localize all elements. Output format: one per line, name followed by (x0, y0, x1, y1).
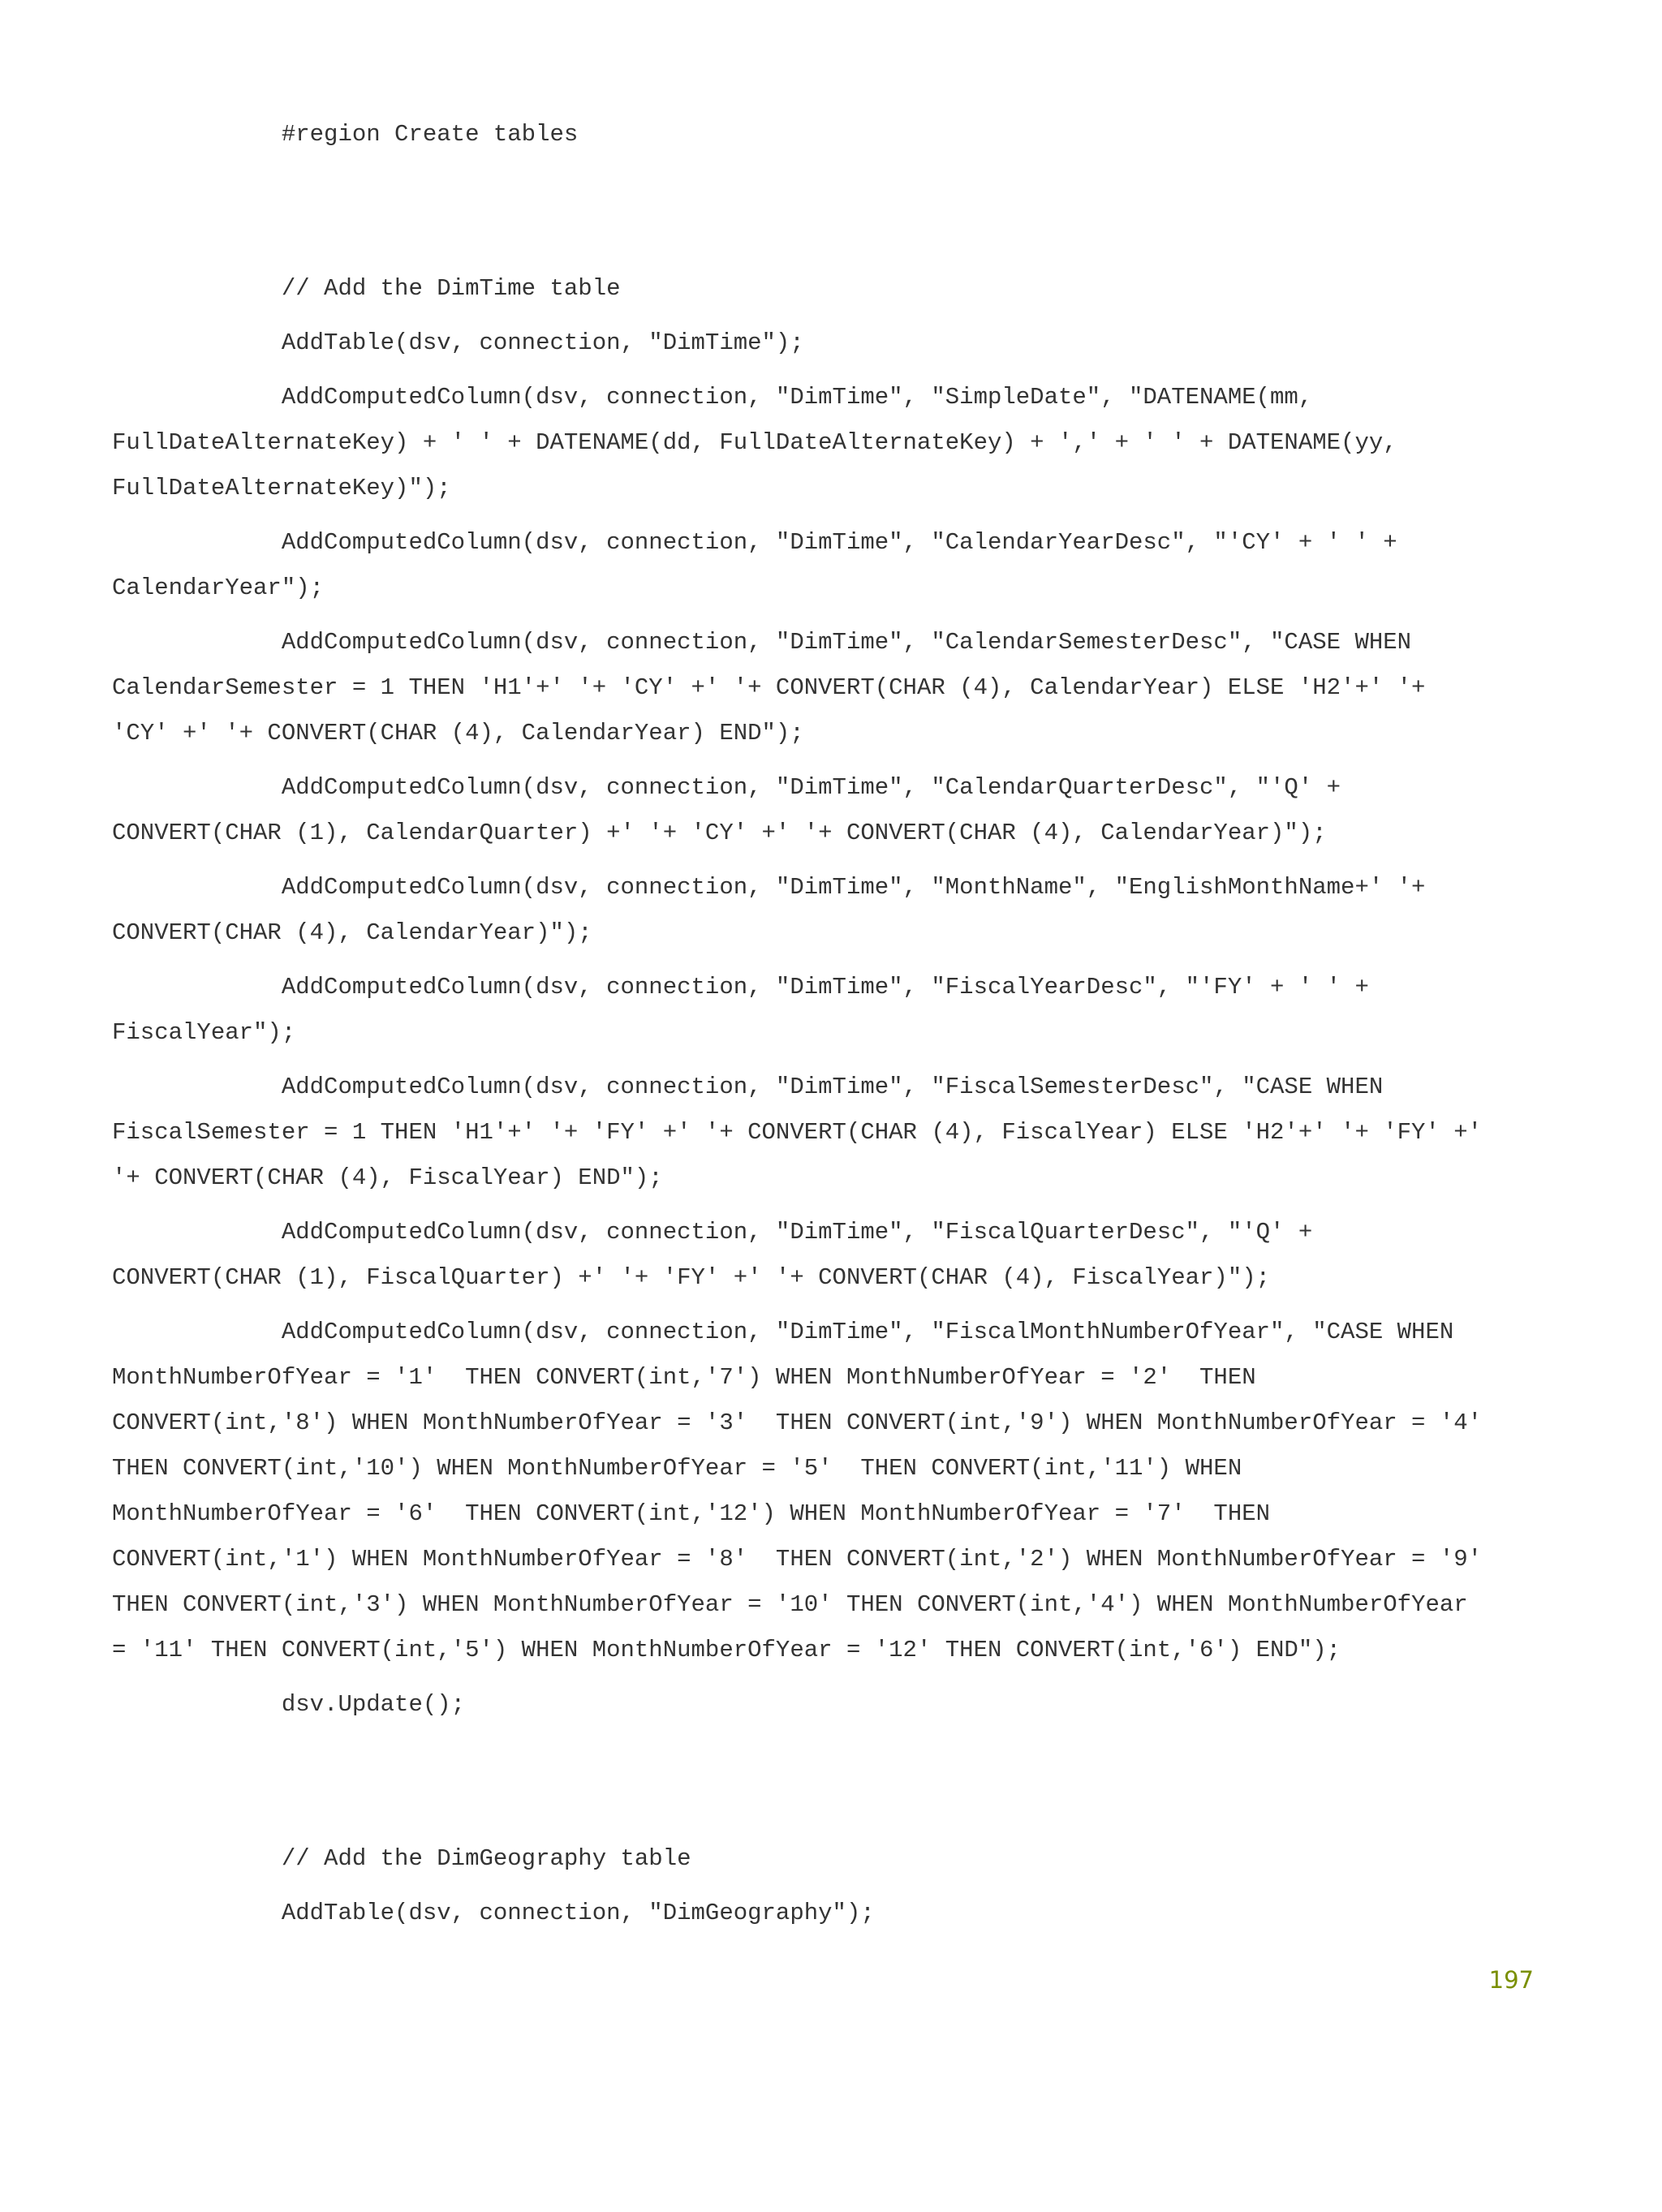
code-line: = '11' THEN CONVERT(int,'5') WHEN MonthNumberOfYear = '12' THEN CONVERT(int,'6') END"); (112, 1637, 1341, 1663)
paragraph-gap (112, 756, 1540, 765)
code-line: // Add the DimTime table (112, 275, 621, 302)
code-line: CONVERT(int,'1') WHEN MonthNumberOfYear = '8' THEN CONVERT(int,'2') WHEN MonthNumberOfYear = '9' (112, 1546, 1483, 1573)
code-line: #region Create tables (112, 121, 579, 148)
paragraph-gap (112, 511, 1540, 520)
code-line: AddComputedColumn(dsv, connection, "DimTime", "FiscalQuarterDesc", "'Q' + (112, 1219, 1313, 1246)
paragraph-gap (112, 611, 1540, 620)
paragraph-gap (112, 856, 1540, 865)
code-line: CONVERT(CHAR (4), CalendarYear)"); (112, 919, 592, 946)
blank-spacer (112, 1728, 1540, 1836)
code-line: CalendarYear"); (112, 575, 325, 601)
code-line: dsv.Update(); (112, 1691, 466, 1718)
code-line: AddComputedColumn(dsv, connection, "DimTime", "CalendarQuarterDesc", "'Q' + (112, 774, 1341, 801)
code-line: THEN CONVERT(int,'10') WHEN MonthNumberOfYear = '5' THEN CONVERT(int,'11') WHEN (112, 1455, 1242, 1482)
code-line: FiscalSemester = 1 THEN 'H1'+' '+ 'FY' +' '+ CONVERT(CHAR (4), FiscalYear) ELSE 'H2'+' '+ 'FY' +' (112, 1119, 1483, 1146)
code-line: CONVERT(int,'8') WHEN MonthNumberOfYear = '3' THEN CONVERT(int,'9') WHEN MonthNumberOfYear = '4' (112, 1409, 1483, 1436)
code-line: AddTable(dsv, connection, "DimTime"); (112, 329, 804, 356)
code-line: FiscalYear"); (112, 1019, 296, 1046)
code-line: MonthNumberOfYear = '1' THEN CONVERT(int,'7') WHEN MonthNumberOfYear = '2' THEN (112, 1364, 1256, 1391)
blank-spacer (112, 157, 1540, 266)
paragraph-gap (112, 1201, 1540, 1210)
code-line: AddComputedColumn(dsv, connection, "DimTime", "FiscalMonthNumberOfYear", "CASE WHEN (112, 1319, 1454, 1345)
paragraph-gap (112, 956, 1540, 965)
code-line: AddComputedColumn(dsv, connection, "DimTime", "FiscalSemesterDesc", "CASE WHEN (112, 1074, 1384, 1100)
code-line: CalendarSemester = 1 THEN 'H1'+' '+ 'CY' +' '+ CONVERT(CHAR (4), CalendarYear) ELSE 'H2'+' '+ (112, 674, 1426, 701)
code-line: AddComputedColumn(dsv, connection, "DimTime", "CalendarSemesterDesc", "CASE WHEN (112, 629, 1412, 656)
paragraph-gap (112, 1673, 1540, 1682)
page-number: 197 (1488, 1966, 1534, 1994)
code-line: AddComputedColumn(dsv, connection, "DimTime", "SimpleDate", "DATENAME(mm, (112, 384, 1313, 411)
code-line: // Add the DimGeography table (112, 1845, 691, 1872)
code-line: THEN CONVERT(int,'3') WHEN MonthNumberOfYear = '10' THEN CONVERT(int,'4') WHEN MonthNumberOfYear (112, 1591, 1468, 1618)
paragraph-gap (112, 1882, 1540, 1891)
code-line: FullDateAlternateKey)"); (112, 475, 451, 501)
paragraph-gap (112, 366, 1540, 375)
code-line: AddComputedColumn(dsv, connection, "DimTime", "FiscalYearDesc", "'FY' + ' ' + (112, 974, 1369, 1001)
code-line: MonthNumberOfYear = '6' THEN CONVERT(int,'12') WHEN MonthNumberOfYear = '7' THEN (112, 1500, 1271, 1527)
code-line: AddComputedColumn(dsv, connection, "DimTime", "CalendarYearDesc", "'CY' + ' ' + (112, 529, 1397, 556)
code-line: FullDateAlternateKey) + ' ' + DATENAME(dd, FullDateAlternateKey) + ',' + ' ' + DATENAME(yy, (112, 429, 1397, 456)
code-line: '+ CONVERT(CHAR (4), FiscalYear) END"); (112, 1164, 663, 1191)
code-line: CONVERT(CHAR (1), CalendarQuarter) +' '+ 'CY' +' '+ CONVERT(CHAR (4), CalendarYear)"); (112, 820, 1327, 846)
code-line: AddComputedColumn(dsv, connection, "DimTime", "MonthName", "EnglishMonthName+' '+ (112, 874, 1426, 901)
paragraph-gap (112, 1301, 1540, 1310)
code-listing (112, 112, 1540, 1936)
paragraph-gap (112, 1056, 1540, 1065)
paragraph-gap (112, 312, 1540, 321)
code-line: 'CY' +' '+ CONVERT(CHAR (4), CalendarYear) END"); (112, 720, 804, 747)
code-line: AddTable(dsv, connection, "DimGeography"); (112, 1900, 875, 1926)
code-line: CONVERT(CHAR (1), FiscalQuarter) +' '+ 'FY' +' '+ CONVERT(CHAR (4), FiscalYear)"); (112, 1264, 1271, 1291)
